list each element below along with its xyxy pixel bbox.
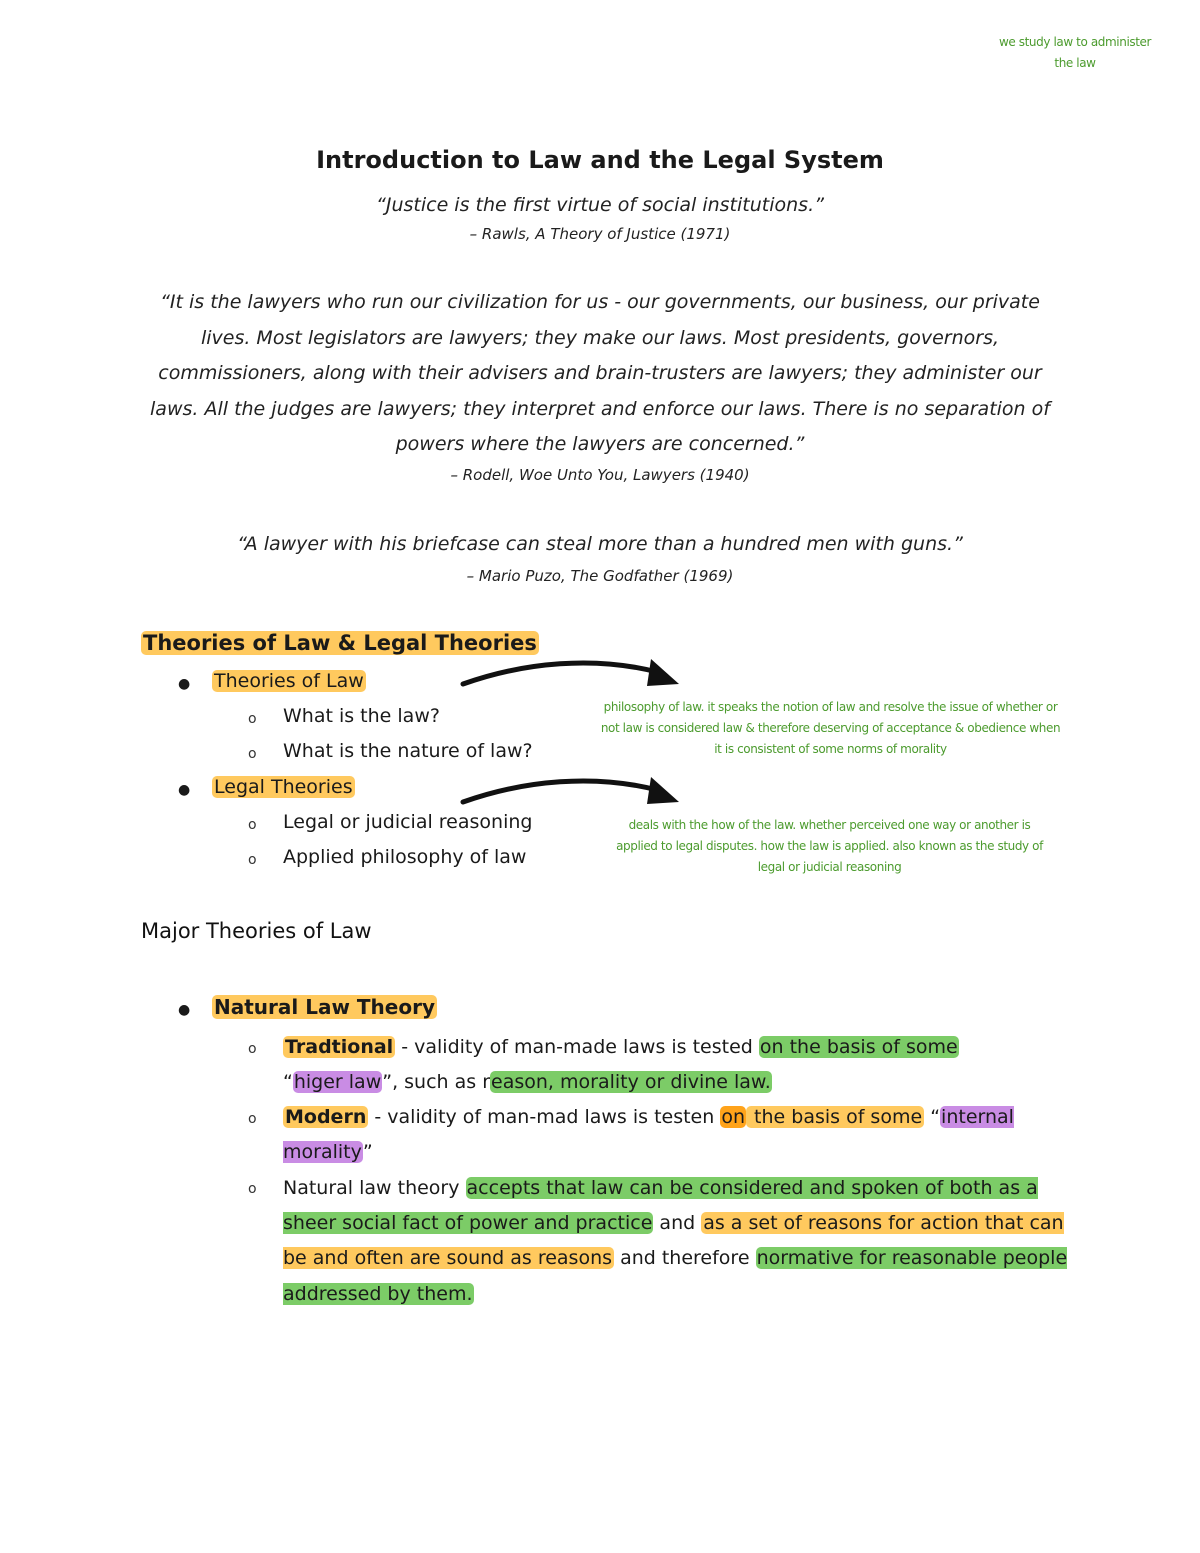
paragraph-natural-law: Natural law theory accepts that law can be considered and spoken of both as a sheer social fact of power and practice and as a set of reasons for action that can be and often are sound as reasons and therefore normative for reasonable people addressed by them. (283, 1177, 1068, 1305)
attribution-puzo: – Mario Puzo, The Godfather (1969) (466, 567, 734, 585)
circle-bullet-icon: o (248, 817, 257, 833)
sub-item-applied-philosophy: Applied philosophy of law (283, 846, 527, 868)
circle-bullet-icon: o (248, 1041, 257, 1057)
bullet-icon: ● (178, 676, 191, 692)
circle-bullet-icon: o (248, 1181, 257, 1197)
circle-bullet-icon: o (248, 746, 257, 762)
bullet-icon: ● (178, 782, 191, 798)
circle-bullet-icon: o (248, 711, 257, 727)
margin-note-top: we study law to administer the law (998, 35, 1152, 70)
list-item-legal-theories: Legal Theories (214, 776, 353, 798)
attribution-rodell: – Rodell, Woe Unto You, Lawyers (1940) (450, 466, 750, 484)
margin-note-theories-of-law: philosophy of law. it speaks the notion of law and resolve the issue of whether or not law is considered law & therefore deserving of acceptance & obedience when it is consistent of some norms of morality (600, 700, 1061, 756)
attribution-rawls: – Rawls, A Theory of Justice (1971) (469, 225, 731, 243)
sub-item-nature-of-law: What is the nature of law? (283, 740, 533, 762)
list-item-natural-law-theory: Natural Law Theory (214, 995, 435, 1019)
sub-item-judicial-reasoning: Legal or judicial reasoning (283, 811, 533, 833)
arrow-icon (455, 770, 690, 815)
section-heading-theories: Theories of Law & Legal Theories (143, 631, 537, 655)
circle-bullet-icon: o (248, 852, 257, 868)
quote-rawls: “Justice is the first virtue of social institutions.” (376, 194, 824, 216)
arrow-icon (455, 652, 690, 697)
paragraph-traditional: Tradtional - validity of man-made laws is tested on the basis of some “higer law”, such as reason, morality or divine law. (283, 1036, 958, 1094)
bullet-icon: ● (178, 1002, 191, 1018)
sub-item-what-is-law: What is the law? (283, 705, 440, 727)
quote-puzo: “A lawyer with his briefcase can steal more than a hundred men with guns.” (237, 533, 963, 555)
list-item-theories-of-law: Theories of Law (214, 670, 364, 692)
margin-note-legal-theories: deals with the how of the law. whether perceived one way or another is applied to legal disputes. how the law is applied. also known as the study of legal or judicial reasoning (616, 818, 1043, 874)
page-title: Introduction to Law and the Legal System (316, 146, 884, 174)
circle-bullet-icon: o (248, 1111, 257, 1127)
section-heading-major-theories: Major Theories of Law (141, 919, 372, 943)
quote-rodell: “It is the lawyers who run our civilization for us - our governments, our business, our private lives. Most legislators are lawyers; they make our laws. Most presidents, governors, commissioners, along with their advisers and brain-trusters are lawyers; they administer our laws. All the judges are lawyers; they interpret and enforce our laws. There is no separation of powers where the lawyers are concerned.” (150, 291, 1050, 455)
paragraph-modern: Modern - validity of man-mad laws is testen on the basis of some “internal morality” (283, 1106, 1014, 1164)
